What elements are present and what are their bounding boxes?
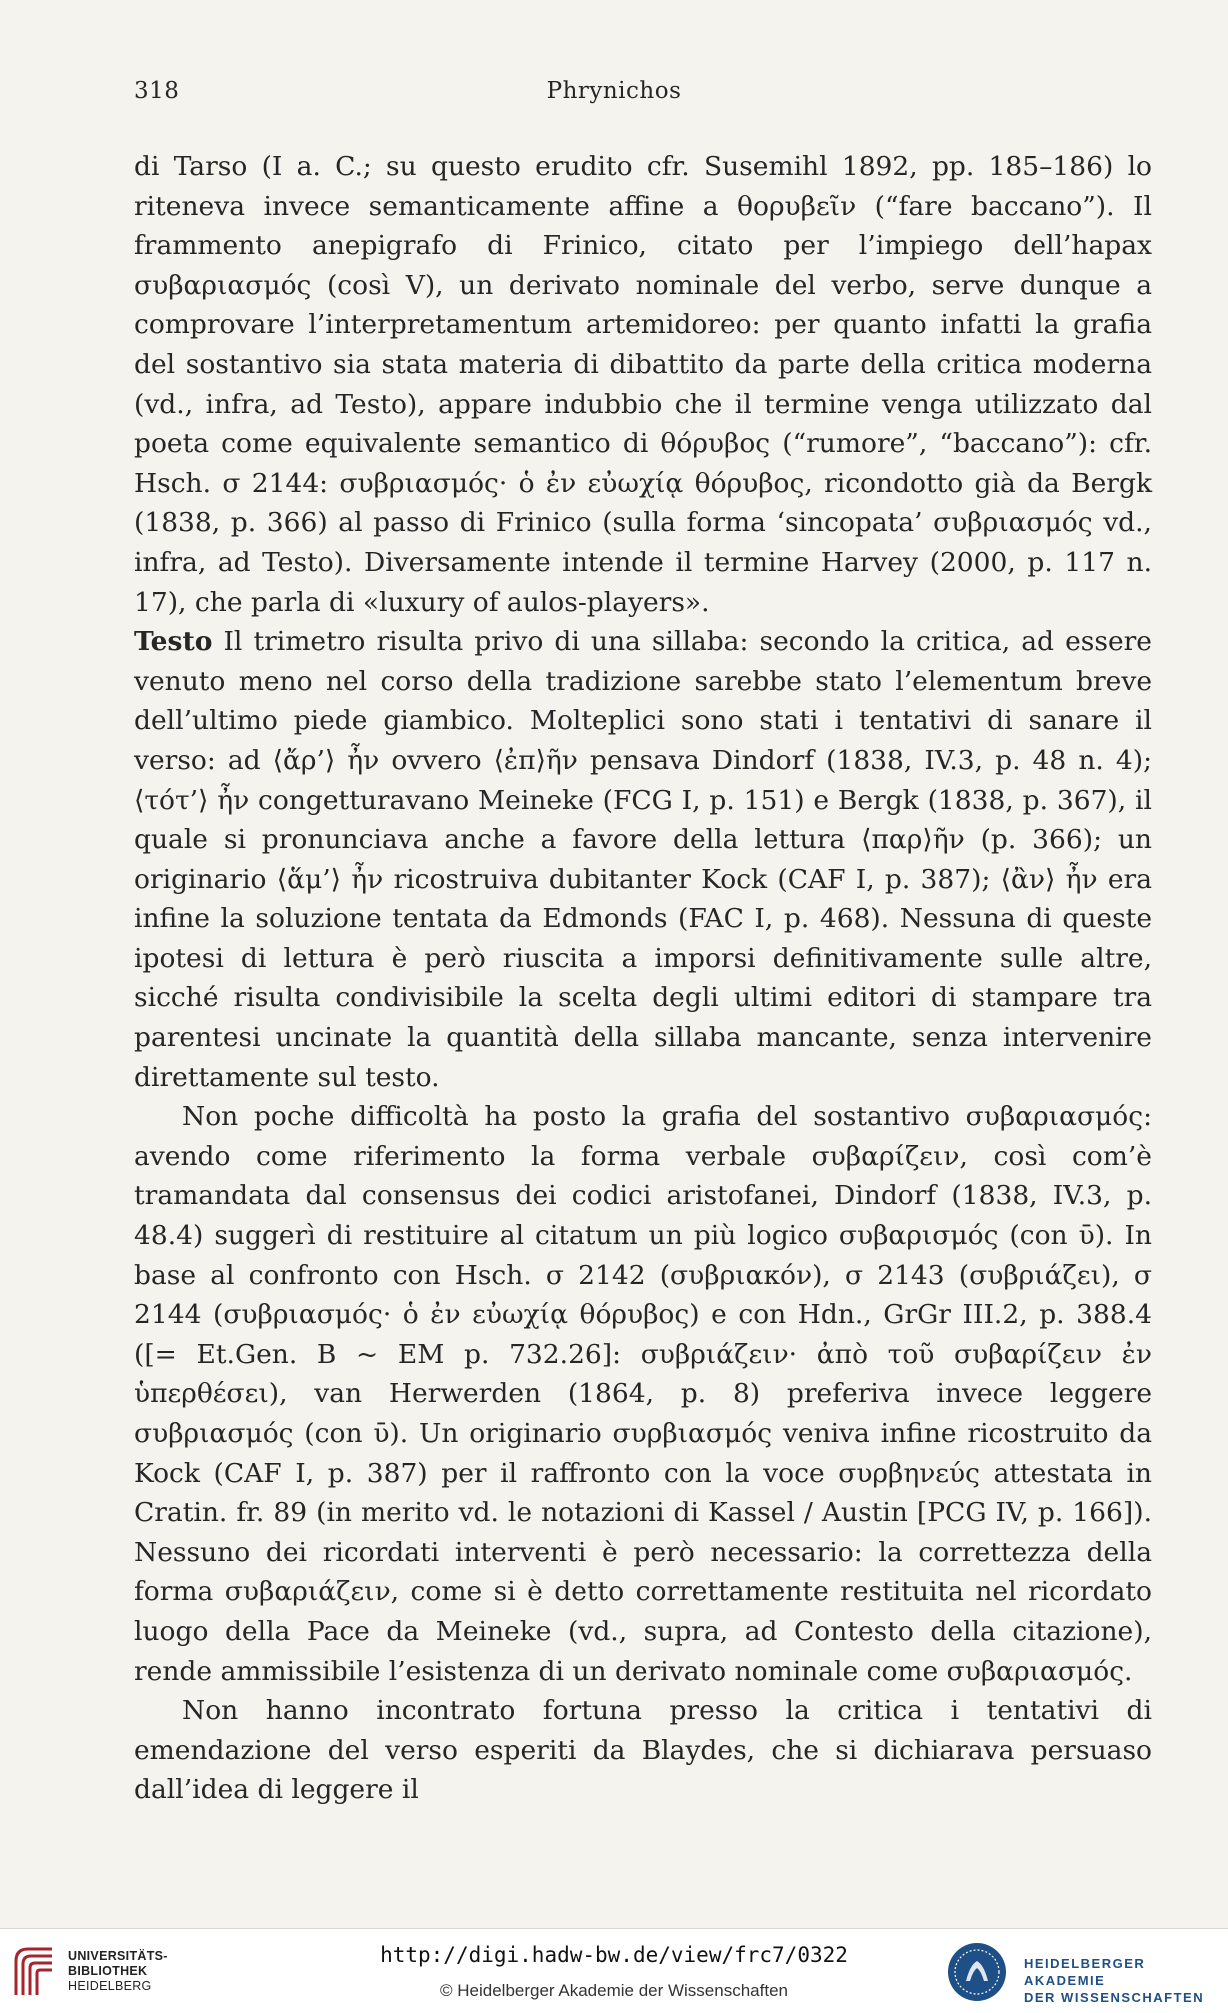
- paragraph-1: di Tarso (I a. C.; su questo erudito cfr. Susemihl 1892, pp. 185–186) lo riteneva invece semanticamente affine a θορυβεῖν (“fare baccano”). Il frammento anepigrafo di Frinico, citato per l’impiego dell’hapax συβαριασμός (così V), un derivato nominale del verbo, serve dunque a comprovare l’interpretamentum artemidoreo: per quanto infatti la grafia del sostantivo sia stata materia di dibattito da parte della critica moderna (vd., infra, ad Testo), appare indubbio che il termine venga utilizzato dal poeta come equivalente semantico di θόρυβος (“rumore”, “baccano”): cfr. Hsch. σ 2144: συβριασμός· ὁ ἐν εὐωχίᾳ θόρυβος, ricondotto già da Bergk (1838, p. 366) al passo di Frinico (sulla forma ‘sincopata’ συβριασμός vd., infra, ad Testo). Diversamente intende il termine Harvey (2000, p. 117 n. 17), che parla di «luxury of aulos-players».: [134, 151, 1152, 618]
- testo-label: Testo: [134, 626, 213, 658]
- viewer-footer: [0, 1928, 1228, 2013]
- permalink-url[interactable]: http://digi.hadw-bw.de/view/frc7/0322: [380, 1943, 848, 1967]
- page-number: 318: [134, 78, 180, 104]
- running-head: Phrynichos: [546, 78, 682, 104]
- paragraph-4: Non hanno incontrato fortuna presso la critica i tentativi di emendazione del verso esperiti da Blaydes, che si dichiarava persuaso dall’idea di leggere il: [134, 1695, 1152, 1806]
- paragraph-2: Il trimetro risulta privo di una sillaba: secondo la critica, ad essere venuto meno nel corso della tradizione sarebbe stato l’elementum breve dell’ultimo piede giambico. Molteplici sono stati i tentativi di sanare il verso: ad ⟨ἄρ’⟩ ἦν ovvero ⟨ἐπ⟩ῆν pensava Dindorf (1838, IV.3, p. 48 n. 4); ⟨τότ’⟩ ἦν congetturavano Meineke (FCG I, p. 151) e Bergk (1838, p. 367), il quale si pronunciava anche a favore della lettura ⟨παρ⟩ῆν (p. 366); un originario ⟨ἅμ’⟩ ἦν ricostruiva dubitanter Kock (CAF I, p. 387); ⟨ἂν⟩ ἦν era infine la soluzione tentata da Edmonds (FAC I, p. 468). Nessuna di queste ipotesi di lettura è però riuscita a imporsi definitivamente sulle altre, sicché risulta condivisibile la scelta degli ultimi editori di stampare tra parentesi uncinate la quantità della sillaba mancante, senza intervenire direttamente sul testo.: [134, 626, 1152, 1093]
- copyright-notice: © Heidelberger Akademie der Wissenschaften: [440, 1981, 788, 2000]
- body-text: [134, 147, 1152, 1810]
- academy-name: HEIDELBERGER AKADEMIE DER WISSENSCHAFTEN: [1024, 1956, 1205, 2005]
- paragraph-3: Non poche difficoltà ha posto la grafia del sostantivo συβαριασμός: avendo come riferimento la forma verbale συβαρίζειν, così com’è tramandata dal consensus dei codici aristofanei, Dindorf (1838, IV.3, p. 48.4) suggerì di restituire al citatum un più logico συβαρισμός (con ῡ). In base al confronto con Hsch. σ 2142 (συβριακόν), σ 2143 (συβριάζει), σ 2144 (συβριασμός· ὁ ἐν εὐωχίᾳ θόρυβος) e con Hdn., GrGr III.2, p. 388.4 ([= Et.Gen. B ~ EM p. 732.26]: συβριάζειν· ἀπὸ τοῦ συβαρίζειν ἐν ὑπερθέσει), van Herwerden (1864, p. 8) preferiva invece leggere συβριασμός (con ῡ). Un originario συρβιασμός veniva infine ricostruito da Kock (CAF I, p. 387) per il raffronto con la voce συρβηνεύς attestata in Cratin. fr. 89 (in merito vd. le notazioni di Kassel / Austin [PCG IV, p. 166]). Nessuno dei ricordati interventi è però necessario: la correttezza della forma συβαριάζειν, come si è detto correttamente restituita nel ricordato luogo della Pace da Meineke (vd., supra, ad Contesto della citazione), rende ammissibile l’esistenza di un derivato nominale come συβαριασμός.: [134, 1101, 1152, 1687]
- university-library-name: UNIVERSITÄTS- BIBLIOTHEK HEIDELBERG: [68, 1949, 168, 1993]
- paragraph-testo: [134, 622, 1152, 1097]
- academy-seal-icon: [946, 1941, 1008, 2003]
